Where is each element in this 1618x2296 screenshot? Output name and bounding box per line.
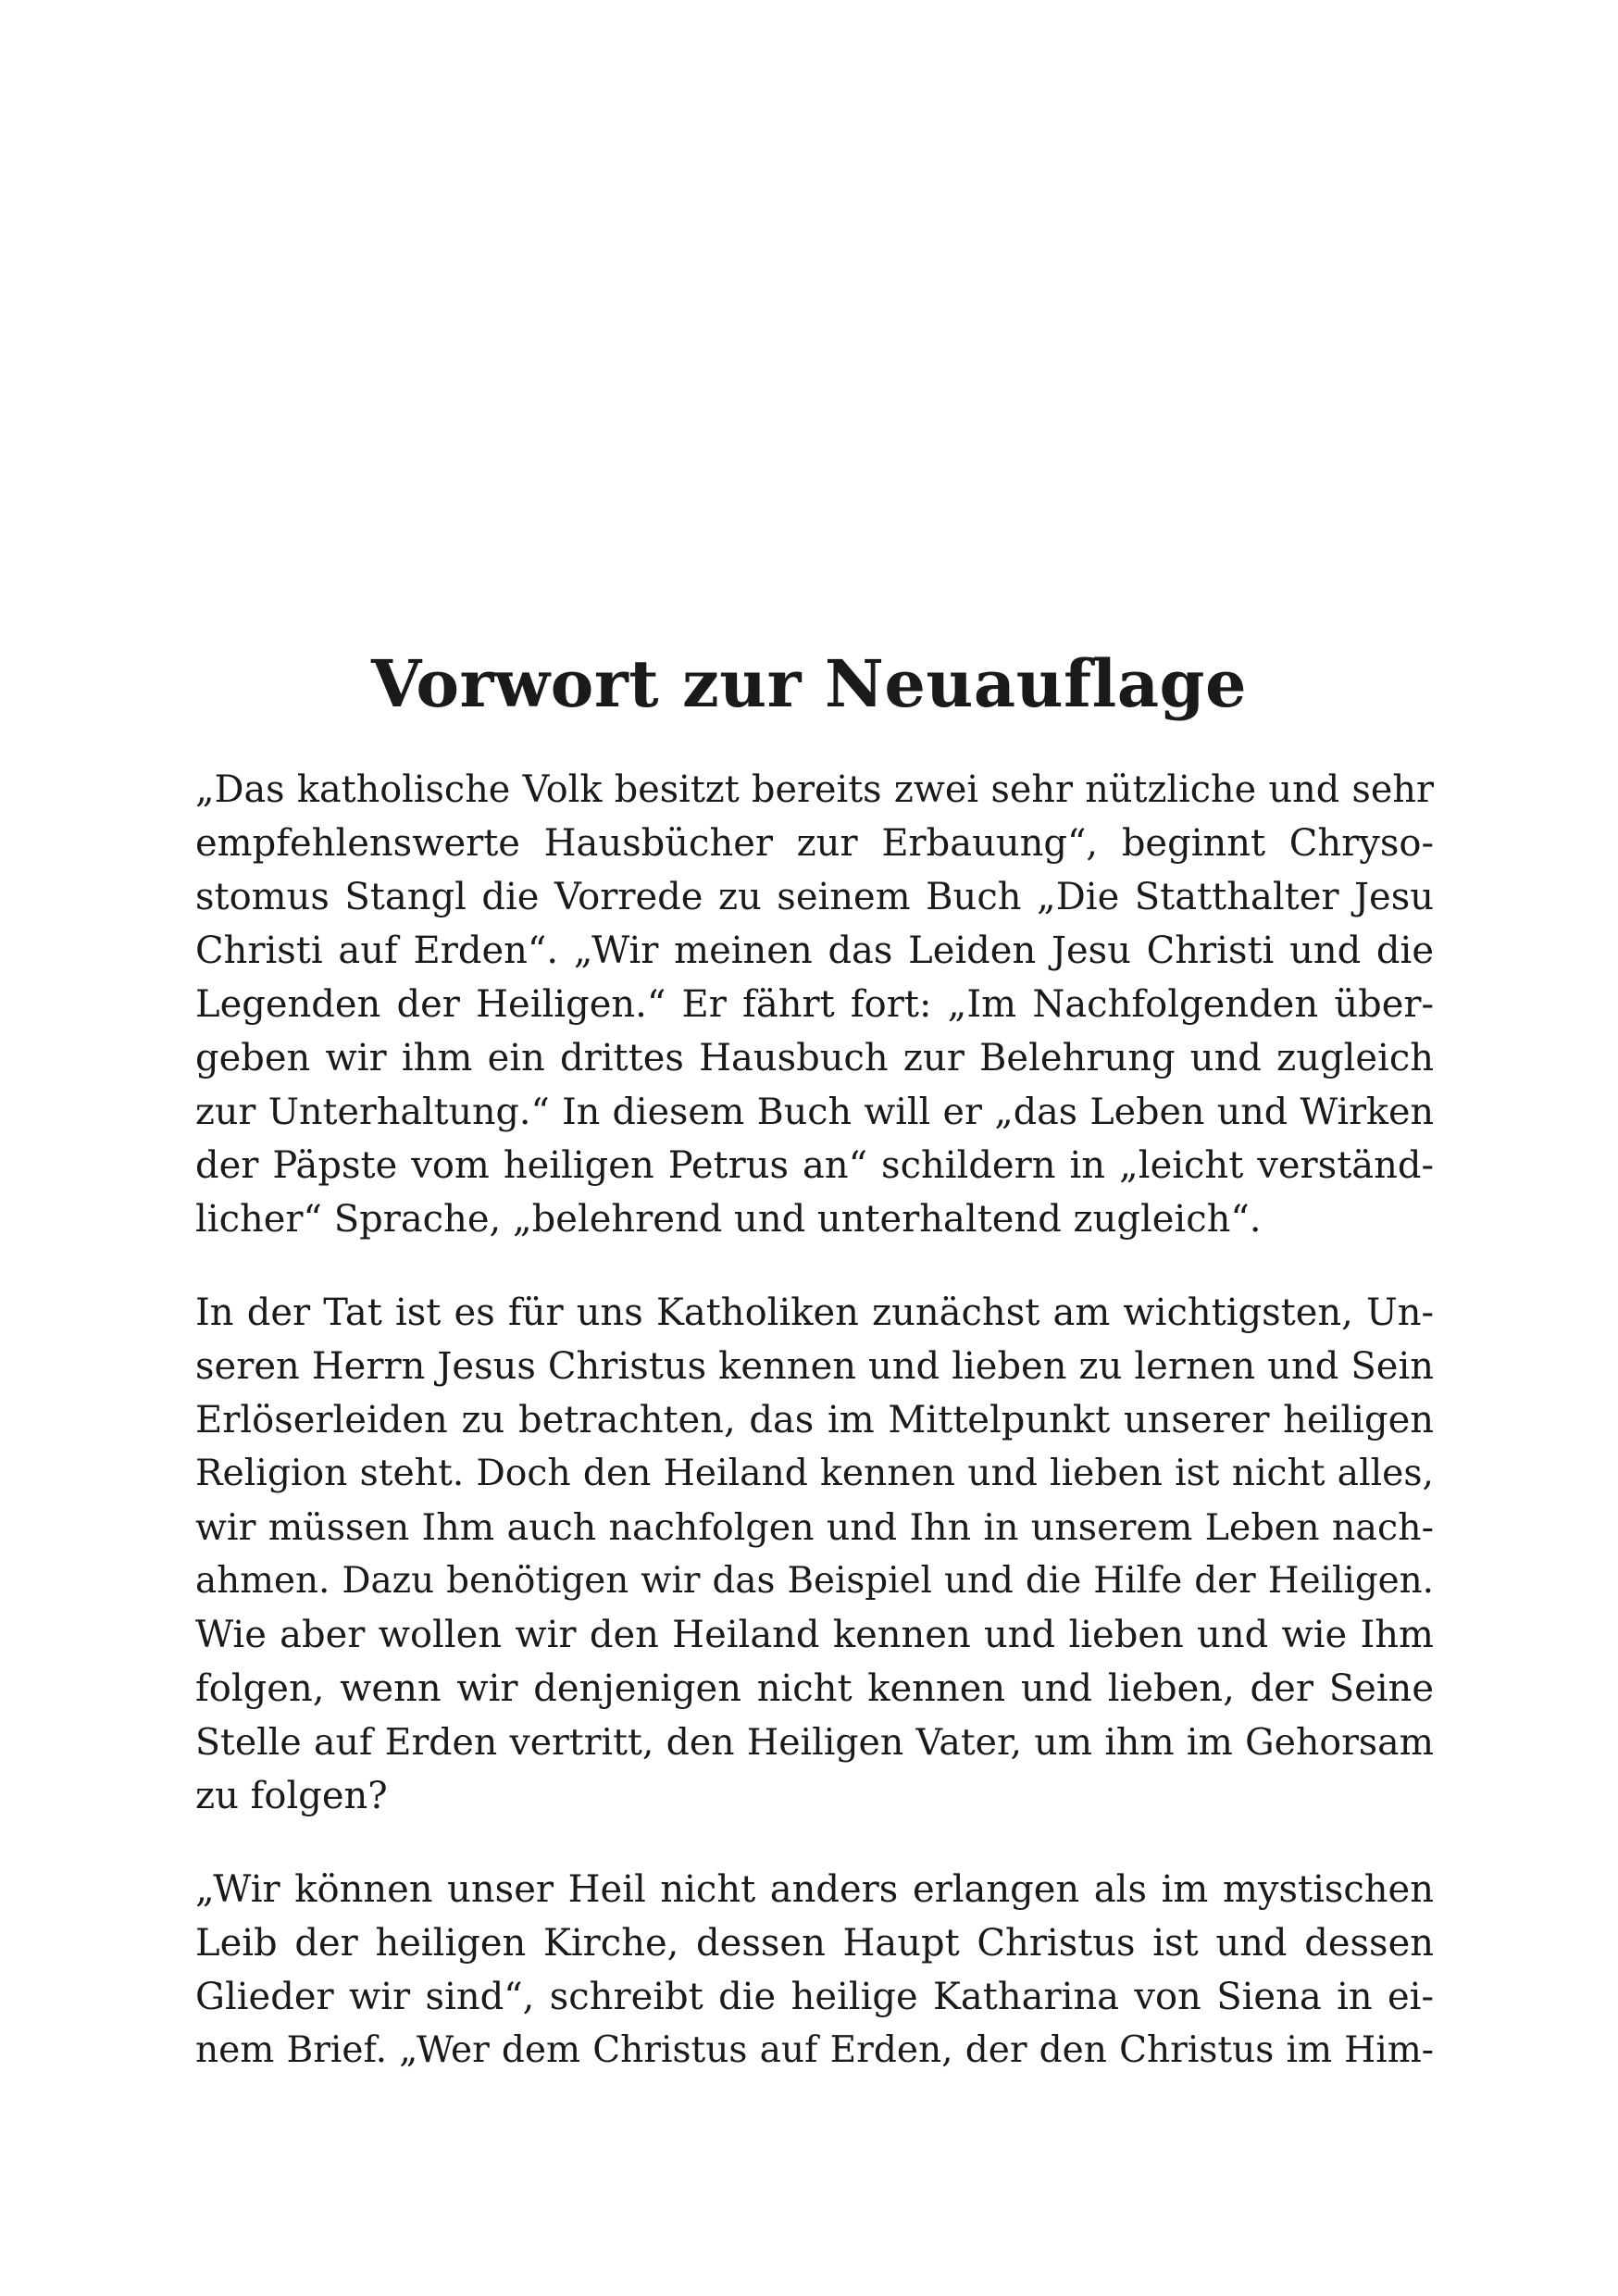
body-text: [195, 763, 1434, 2117]
paragraph-2: [195, 1286, 1434, 1823]
text-line: folgen, wenn wir denjenigen nicht kennen und lieben, der Seine: [195, 1667, 1434, 1710]
text-line: Leib der heiligen Kirche, dessen Haupt Christus ist und dessen: [195, 1922, 1434, 1965]
text-line: seren Herrn Jesus Christus kennen und lieben zu lernen und Sein: [195, 1345, 1434, 1388]
paragraph-3: [195, 1863, 1434, 2078]
text-line: stomus Stangl die Vorrede zu seinem Buch „Die Statthalter Jesu: [195, 876, 1434, 918]
text-line: „Wir können unser Heil nicht anders erlangen als im mystischen: [195, 1868, 1434, 1911]
text-line: empfehlenswerte Hausbücher zur Erbauung“, beginnt Chryso-: [195, 822, 1434, 865]
text-line: ahmen. Dazu benötigen wir das Beispiel und die Hilfe der Heiligen.: [195, 1560, 1434, 1602]
text-line: zur Unterhaltung.“ In diesem Buch will er „das Leben und Wirken: [195, 1091, 1434, 1133]
text-line: Wie aber wollen wir den Heiland kennen und lieben und wie Ihm: [195, 1614, 1434, 1656]
text-line: Glieder wir sind“, schreibt die heilige Katharina von Siena in ei-: [195, 1976, 1434, 2018]
text-line: Legenden der Heiligen.“ Er fährt fort: „Im Nachfolgenden über-: [195, 983, 1434, 1026]
paragraph-1: [195, 763, 1434, 1246]
text-line: In der Tat ist es für uns Katholiken zunächst am wichtigsten, Un-: [195, 1292, 1434, 1334]
text-line: Erlöserleiden zu betrachten, das im Mittelpunkt unserer heiligen: [195, 1399, 1434, 1441]
text-line: zu folgen?: [195, 1775, 388, 1817]
text-line: licher“ Sprache, „belehrend und unterhaltend zugleich“.: [195, 1198, 1262, 1241]
text-line: geben wir ihm ein drittes Hausbuch zur Belehrung und zugleich: [195, 1037, 1434, 1079]
text-line: der Päpste vom heiligen Petrus an“ schildern in „leicht verständ-: [195, 1144, 1434, 1187]
text-line: Stelle auf Erden vertritt, den Heiligen Vater, um ihm im Gehorsam: [195, 1721, 1434, 1764]
text-line: „Das katholische Volk besitzt bereits zwei sehr nützliche und sehr: [195, 768, 1434, 811]
text-line: wir müssen Ihm auch nachfolgen und Ihn in unserem Leben nach-: [195, 1506, 1434, 1549]
page-title: Vorwort zur Neuauflage: [370, 645, 1248, 722]
text-line: Christi auf Erden“. „Wir meinen das Leiden Jesu Christi und die: [195, 930, 1434, 972]
text-line: nem Brief. „Wer dem Christus auf Erden, der den Christus im Him-: [195, 2029, 1434, 2071]
text-line: Religion steht. Doch den Heiland kennen und lieben ist nicht alles,: [195, 1453, 1434, 1494]
